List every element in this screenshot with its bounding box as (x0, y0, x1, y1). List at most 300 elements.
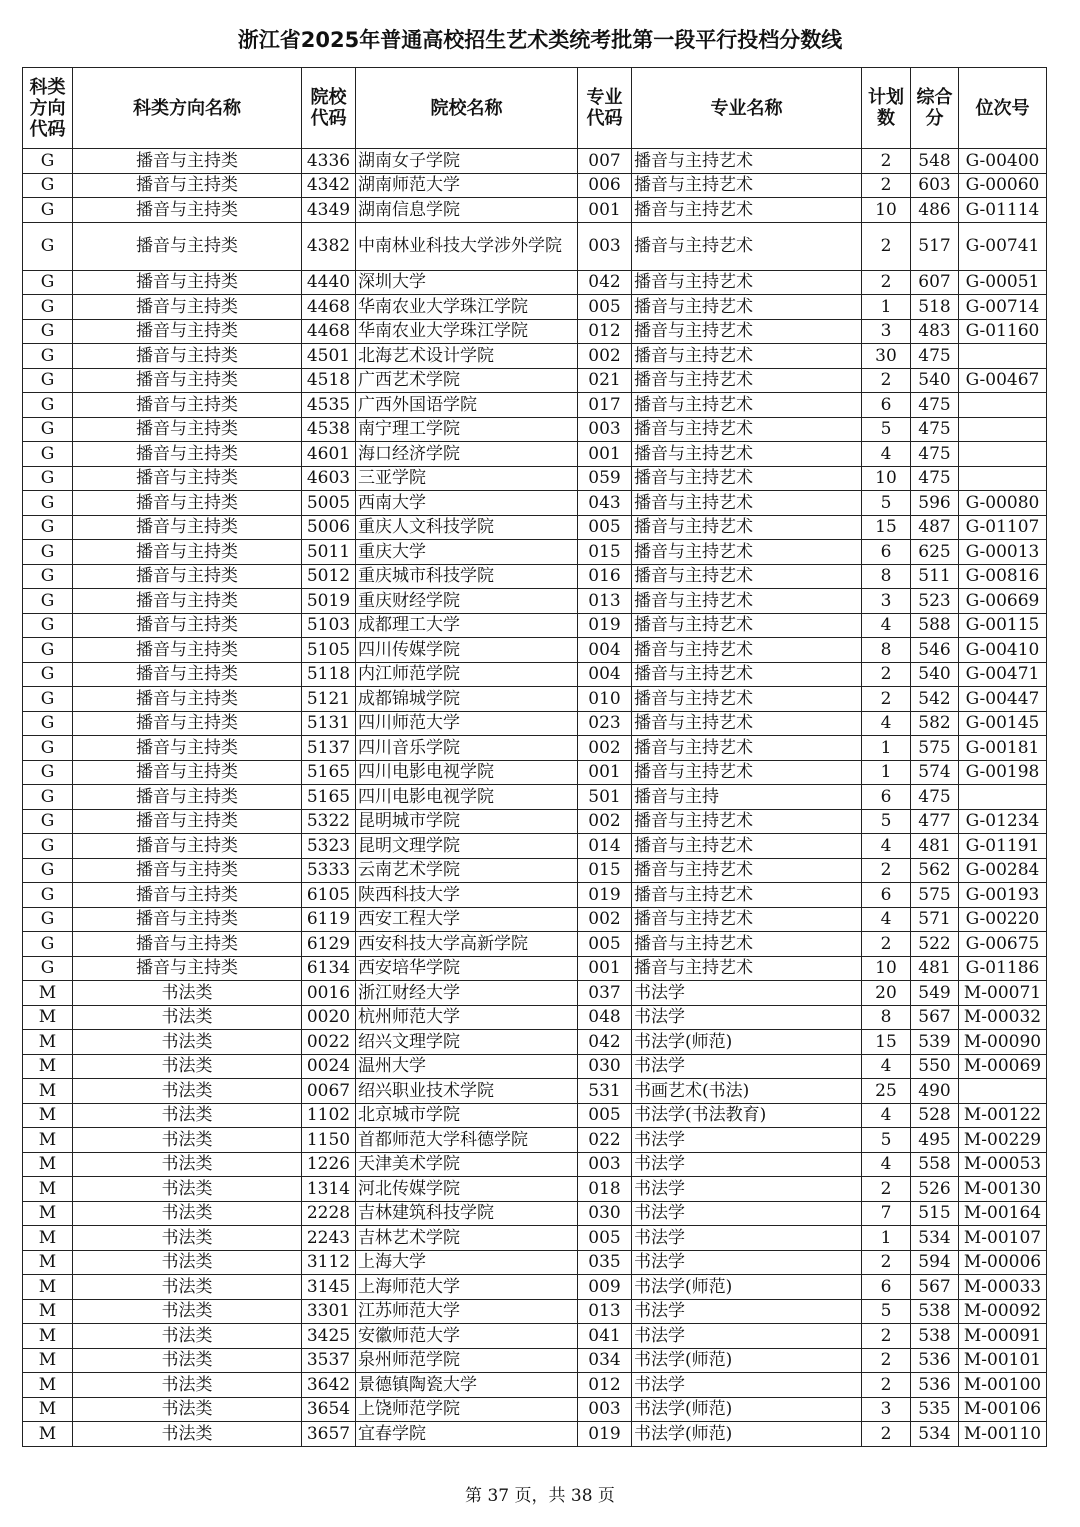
major-code-cell: 005 (578, 295, 632, 320)
major-code-cell: 013 (578, 1299, 632, 1324)
table-row (23, 589, 1047, 614)
plan-cell: 2 (862, 662, 911, 687)
rank-cell: G-00060 (959, 173, 1047, 198)
school-code-cell: 4382 (302, 222, 356, 270)
cat-code-cell: G (23, 662, 73, 687)
major-name-cell: 书法学(书法教育) (632, 1103, 862, 1128)
school-name-cell: 西南大学 (356, 491, 578, 516)
cat-code-cell: M (23, 1054, 73, 1079)
school-name-cell: 首都师范大学科德学院 (356, 1128, 578, 1153)
rank-cell: M-00101 (959, 1348, 1047, 1373)
table-row (23, 834, 1047, 859)
plan-cell: 2 (862, 1373, 911, 1398)
cat-name-cell: 书法类 (73, 1373, 302, 1398)
rank-cell: G-00447 (959, 687, 1047, 712)
major-code-cell: 004 (578, 638, 632, 663)
major-code-cell: 003 (578, 417, 632, 442)
page-title: 浙江省2025年普通高校招生艺术类统考批第一段平行投档分数线 (237, 28, 843, 52)
rank-cell (959, 442, 1047, 467)
major-code-cell: 019 (578, 883, 632, 908)
table-row (23, 1275, 1047, 1300)
rank-cell: G-00675 (959, 932, 1047, 957)
major-name-cell: 播音与主持艺术 (632, 222, 862, 270)
cat-name-cell: 播音与主持类 (73, 222, 302, 270)
major-code-cell: 009 (578, 1275, 632, 1300)
school-code-cell: 5131 (302, 711, 356, 736)
major-code-cell: 001 (578, 198, 632, 223)
school-name-cell: 浙江财经大学 (356, 981, 578, 1006)
score-table (22, 67, 1047, 1447)
plan-cell: 6 (862, 1275, 911, 1300)
school-name-cell: 西安工程大学 (356, 907, 578, 932)
school-code-cell: 4501 (302, 344, 356, 369)
rank-cell: M-00229 (959, 1128, 1047, 1153)
plan-cell: 3 (862, 319, 911, 344)
cat-code-cell: M (23, 1324, 73, 1349)
score-cell: 625 (911, 540, 959, 565)
major-code-cell: 023 (578, 711, 632, 736)
school-name-cell: 上海大学 (356, 1250, 578, 1275)
score-cell: 481 (911, 834, 959, 859)
major-code-cell: 002 (578, 344, 632, 369)
plan-cell: 4 (862, 1103, 911, 1128)
major-name-cell: 播音与主持 (632, 785, 862, 810)
major-name-cell: 书法学 (632, 1250, 862, 1275)
major-name-cell: 播音与主持艺术 (632, 662, 862, 687)
plan-cell: 4 (862, 442, 911, 467)
school-name-cell: 吉林艺术学院 (356, 1226, 578, 1251)
school-name-cell: 景德镇陶瓷大学 (356, 1373, 578, 1398)
header-plan: 计划数 (862, 68, 911, 149)
cat-code-cell: M (23, 1177, 73, 1202)
school-code-cell: 5322 (302, 809, 356, 834)
score-cell: 487 (911, 515, 959, 540)
school-name-cell: 华南农业大学珠江学院 (356, 319, 578, 344)
score-cell: 596 (911, 491, 959, 516)
cat-code-cell: G (23, 809, 73, 834)
major-code-cell: 003 (578, 1397, 632, 1422)
table-row (23, 1030, 1047, 1055)
plan-cell: 6 (862, 393, 911, 418)
major-name-cell: 书法学(师范) (632, 1422, 862, 1447)
rank-cell: G-00410 (959, 638, 1047, 663)
cat-name-cell: 书法类 (73, 1324, 302, 1349)
plan-cell: 1 (862, 1226, 911, 1251)
cat-code-cell: G (23, 295, 73, 320)
rank-cell: M-00130 (959, 1177, 1047, 1202)
table-row (23, 1422, 1047, 1447)
cat-name-cell: 书法类 (73, 1005, 302, 1030)
rank-cell: G-01160 (959, 319, 1047, 344)
major-code-cell: 001 (578, 956, 632, 981)
school-name-cell: 上饶师范学院 (356, 1397, 578, 1422)
score-cell: 540 (911, 368, 959, 393)
cat-code-cell: G (23, 589, 73, 614)
school-code-cell: 5118 (302, 662, 356, 687)
rank-cell: G-00181 (959, 736, 1047, 761)
cat-code-cell: G (23, 442, 73, 467)
rank-cell: G-00198 (959, 760, 1047, 785)
major-name-cell: 播音与主持艺术 (632, 344, 862, 369)
major-name-cell: 播音与主持艺术 (632, 491, 862, 516)
plan-cell: 2 (862, 932, 911, 957)
school-name-cell: 四川电影电视学院 (356, 760, 578, 785)
major-code-cell: 003 (578, 222, 632, 270)
major-name-cell: 书画艺术(书法) (632, 1079, 862, 1104)
cat-name-cell: 播音与主持类 (73, 393, 302, 418)
school-name-cell: 四川音乐学院 (356, 736, 578, 761)
plan-cell: 2 (862, 270, 911, 295)
header-school-name: 院校名称 (356, 68, 578, 149)
rank-cell: G-01191 (959, 834, 1047, 859)
score-cell: 475 (911, 417, 959, 442)
header-major-name: 专业名称 (632, 68, 862, 149)
school-name-cell: 成都锦城学院 (356, 687, 578, 712)
score-cell: 571 (911, 907, 959, 932)
cat-code-cell: M (23, 1226, 73, 1251)
rank-cell (959, 1079, 1047, 1104)
major-name-cell: 播音与主持艺术 (632, 417, 862, 442)
school-code-cell: 5165 (302, 760, 356, 785)
plan-cell: 8 (862, 638, 911, 663)
school-name-cell: 上海师范大学 (356, 1275, 578, 1300)
major-code-cell: 002 (578, 809, 632, 834)
major-name-cell: 书法学 (632, 1299, 862, 1324)
score-cell: 526 (911, 1177, 959, 1202)
school-name-cell: 广西外国语学院 (356, 393, 578, 418)
school-name-cell: 湖南信息学院 (356, 198, 578, 223)
rank-cell: M-00033 (959, 1275, 1047, 1300)
score-cell: 540 (911, 662, 959, 687)
school-code-cell: 5103 (302, 613, 356, 638)
major-name-cell: 书法学 (632, 981, 862, 1006)
school-code-cell: 3654 (302, 1397, 356, 1422)
school-code-cell: 4603 (302, 466, 356, 491)
table-row (23, 785, 1047, 810)
rank-cell: M-00006 (959, 1250, 1047, 1275)
table-row (23, 198, 1047, 223)
school-code-cell: 5333 (302, 858, 356, 883)
school-code-cell: 0016 (302, 981, 356, 1006)
major-code-cell: 001 (578, 442, 632, 467)
school-code-cell: 1314 (302, 1177, 356, 1202)
major-name-cell: 书法学(师范) (632, 1397, 862, 1422)
cat-code-cell: M (23, 1103, 73, 1128)
rank-cell: M-00164 (959, 1201, 1047, 1226)
school-code-cell: 0022 (302, 1030, 356, 1055)
major-name-cell: 播音与主持艺术 (632, 760, 862, 785)
cat-name-cell: 书法类 (73, 981, 302, 1006)
cat-name-cell: 播音与主持类 (73, 515, 302, 540)
rank-cell: M-00110 (959, 1422, 1047, 1447)
score-cell: 477 (911, 809, 959, 834)
table-row (23, 1103, 1047, 1128)
major-code-cell: 048 (578, 1005, 632, 1030)
table-row (23, 393, 1047, 418)
major-name-cell: 播音与主持艺术 (632, 319, 862, 344)
cat-name-cell: 书法类 (73, 1201, 302, 1226)
major-code-cell: 012 (578, 319, 632, 344)
school-name-cell: 中南林业科技大学涉外学院 (356, 222, 578, 270)
cat-code-cell: M (23, 1275, 73, 1300)
school-code-cell: 6119 (302, 907, 356, 932)
school-code-cell: 0024 (302, 1054, 356, 1079)
cat-name-cell: 播音与主持类 (73, 319, 302, 344)
cat-code-cell: M (23, 1030, 73, 1055)
major-code-cell: 004 (578, 662, 632, 687)
plan-cell: 1 (862, 736, 911, 761)
plan-cell: 10 (862, 466, 911, 491)
major-name-cell: 播音与主持艺术 (632, 858, 862, 883)
header-major-code: 专业代码 (578, 68, 632, 149)
cat-name-cell: 书法类 (73, 1128, 302, 1153)
table-row (23, 442, 1047, 467)
cat-name-cell: 播音与主持类 (73, 295, 302, 320)
school-name-cell: 南宁理工学院 (356, 417, 578, 442)
school-name-cell: 绍兴文理学院 (356, 1030, 578, 1055)
cat-name-cell: 播音与主持类 (73, 466, 302, 491)
table-row (23, 981, 1047, 1006)
score-cell: 567 (911, 1275, 959, 1300)
cat-code-cell: G (23, 319, 73, 344)
cat-name-cell: 播音与主持类 (73, 442, 302, 467)
plan-cell: 2 (862, 222, 911, 270)
cat-code-cell: G (23, 760, 73, 785)
rank-cell: G-00220 (959, 907, 1047, 932)
table-row (23, 1348, 1047, 1373)
cat-code-cell: G (23, 270, 73, 295)
rank-cell: G-00145 (959, 711, 1047, 736)
major-code-cell: 019 (578, 613, 632, 638)
score-cell: 550 (911, 1054, 959, 1079)
table-row (23, 687, 1047, 712)
school-name-cell: 西安培华学院 (356, 956, 578, 981)
cat-name-cell: 播音与主持类 (73, 809, 302, 834)
school-name-cell: 北京城市学院 (356, 1103, 578, 1128)
plan-cell: 8 (862, 564, 911, 589)
cat-name-cell: 播音与主持类 (73, 344, 302, 369)
cat-name-cell: 书法类 (73, 1422, 302, 1447)
cat-code-cell: G (23, 417, 73, 442)
cat-code-cell: G (23, 173, 73, 198)
major-code-cell: 002 (578, 907, 632, 932)
major-code-cell: 043 (578, 491, 632, 516)
cat-name-cell: 书法类 (73, 1275, 302, 1300)
major-name-cell: 书法学 (632, 1152, 862, 1177)
rank-cell: G-00013 (959, 540, 1047, 565)
plan-cell: 2 (862, 1422, 911, 1447)
school-code-cell: 5006 (302, 515, 356, 540)
score-cell: 483 (911, 319, 959, 344)
school-code-cell: 4440 (302, 270, 356, 295)
plan-cell: 6 (862, 785, 911, 810)
major-name-cell: 播音与主持艺术 (632, 564, 862, 589)
plan-cell: 30 (862, 344, 911, 369)
cat-code-cell: M (23, 1397, 73, 1422)
major-code-cell: 037 (578, 981, 632, 1006)
major-name-cell: 播音与主持艺术 (632, 883, 862, 908)
rank-cell: M-00092 (959, 1299, 1047, 1324)
major-code-cell: 041 (578, 1324, 632, 1349)
school-code-cell: 5011 (302, 540, 356, 565)
major-code-cell: 005 (578, 1226, 632, 1251)
major-name-cell: 播音与主持艺术 (632, 736, 862, 761)
major-name-cell: 播音与主持艺术 (632, 809, 862, 834)
table-row (23, 1250, 1047, 1275)
cat-code-cell: G (23, 638, 73, 663)
major-code-cell: 531 (578, 1079, 632, 1104)
cat-code-cell: G (23, 515, 73, 540)
plan-cell: 3 (862, 1397, 911, 1422)
rank-cell (959, 417, 1047, 442)
cat-name-cell: 播音与主持类 (73, 564, 302, 589)
school-code-cell: 4336 (302, 149, 356, 174)
cat-name-cell: 书法类 (73, 1299, 302, 1324)
table-row (23, 638, 1047, 663)
rank-cell: M-00069 (959, 1054, 1047, 1079)
cat-name-cell: 书法类 (73, 1103, 302, 1128)
major-code-cell: 021 (578, 368, 632, 393)
school-name-cell: 昆明文理学院 (356, 834, 578, 859)
major-code-cell: 015 (578, 858, 632, 883)
cat-name-cell: 播音与主持类 (73, 858, 302, 883)
plan-cell: 8 (862, 1005, 911, 1030)
cat-code-cell: G (23, 368, 73, 393)
table-row (23, 222, 1047, 270)
school-code-cell: 0020 (302, 1005, 356, 1030)
major-code-cell: 019 (578, 1422, 632, 1447)
plan-cell: 2 (862, 858, 911, 883)
score-cell: 546 (911, 638, 959, 663)
table-row (23, 1152, 1047, 1177)
cat-code-cell: M (23, 1373, 73, 1398)
school-code-cell: 3145 (302, 1275, 356, 1300)
school-name-cell: 成都理工大学 (356, 613, 578, 638)
table-row (23, 883, 1047, 908)
table-row (23, 613, 1047, 638)
cat-code-cell: M (23, 1079, 73, 1104)
table-body (23, 149, 1047, 1447)
score-cell: 475 (911, 344, 959, 369)
cat-name-cell: 播音与主持类 (73, 760, 302, 785)
cat-name-cell: 播音与主持类 (73, 540, 302, 565)
rank-cell: M-00091 (959, 1324, 1047, 1349)
rank-cell: G-00284 (959, 858, 1047, 883)
score-cell: 515 (911, 1201, 959, 1226)
rank-cell: M-00106 (959, 1397, 1047, 1422)
major-name-cell: 播音与主持艺术 (632, 540, 862, 565)
school-name-cell: 西安科技大学高新学院 (356, 932, 578, 957)
cat-code-cell: M (23, 1005, 73, 1030)
school-code-cell: 2228 (302, 1201, 356, 1226)
major-name-cell: 播音与主持艺术 (632, 956, 862, 981)
plan-cell: 5 (862, 809, 911, 834)
table-row (23, 564, 1047, 589)
table-row (23, 1299, 1047, 1324)
table-row (23, 466, 1047, 491)
table-row (23, 1005, 1047, 1030)
score-cell: 536 (911, 1348, 959, 1373)
rank-cell (959, 785, 1047, 810)
table-row (23, 1079, 1047, 1104)
school-name-cell: 吉林建筑科技学院 (356, 1201, 578, 1226)
cat-code-cell: G (23, 687, 73, 712)
plan-cell: 2 (862, 687, 911, 712)
cat-name-cell: 播音与主持类 (73, 907, 302, 932)
school-code-cell: 3425 (302, 1324, 356, 1349)
cat-code-cell: G (23, 198, 73, 223)
major-name-cell: 播音与主持艺术 (632, 638, 862, 663)
plan-cell: 2 (862, 1177, 911, 1202)
major-name-cell: 播音与主持艺术 (632, 589, 862, 614)
table-row (23, 858, 1047, 883)
score-cell: 475 (911, 785, 959, 810)
header-score: 综合分 (911, 68, 959, 149)
rank-cell: G-00669 (959, 589, 1047, 614)
cat-code-cell: G (23, 564, 73, 589)
school-name-cell: 陕西科技大学 (356, 883, 578, 908)
school-code-cell: 4518 (302, 368, 356, 393)
cat-name-cell: 书法类 (73, 1152, 302, 1177)
school-name-cell: 北海艺术设计学院 (356, 344, 578, 369)
cat-name-cell: 播音与主持类 (73, 883, 302, 908)
score-cell: 594 (911, 1250, 959, 1275)
table-row (23, 1226, 1047, 1251)
score-cell: 536 (911, 1373, 959, 1398)
school-code-cell: 5323 (302, 834, 356, 859)
major-code-cell: 034 (578, 1348, 632, 1373)
major-name-cell: 书法学 (632, 1324, 862, 1349)
cat-code-cell: G (23, 907, 73, 932)
cat-name-cell: 书法类 (73, 1250, 302, 1275)
plan-cell: 5 (862, 417, 911, 442)
cat-code-cell: G (23, 344, 73, 369)
score-cell: 495 (911, 1128, 959, 1153)
school-code-cell: 6129 (302, 932, 356, 957)
school-name-cell: 重庆财经学院 (356, 589, 578, 614)
school-code-cell: 6134 (302, 956, 356, 981)
major-name-cell: 播音与主持艺术 (632, 466, 862, 491)
table-row (23, 932, 1047, 957)
major-name-cell: 书法学(师范) (632, 1275, 862, 1300)
rank-cell: M-00090 (959, 1030, 1047, 1055)
plan-cell: 2 (862, 149, 911, 174)
major-name-cell: 播音与主持艺术 (632, 173, 862, 198)
score-cell: 534 (911, 1422, 959, 1447)
major-name-cell: 播音与主持艺术 (632, 907, 862, 932)
rank-cell: G-00471 (959, 662, 1047, 687)
table-row (23, 907, 1047, 932)
cat-name-cell: 书法类 (73, 1226, 302, 1251)
school-code-cell: 6105 (302, 883, 356, 908)
school-name-cell: 海口经济学院 (356, 442, 578, 467)
cat-name-cell: 播音与主持类 (73, 198, 302, 223)
major-name-cell: 播音与主持艺术 (632, 834, 862, 859)
school-code-cell: 0067 (302, 1079, 356, 1104)
major-name-cell: 书法学(师范) (632, 1030, 862, 1055)
plan-cell: 15 (862, 515, 911, 540)
school-code-cell: 4535 (302, 393, 356, 418)
plan-cell: 4 (862, 1152, 911, 1177)
major-name-cell: 播音与主持艺术 (632, 932, 862, 957)
rank-cell (959, 393, 1047, 418)
rank-cell (959, 466, 1047, 491)
school-name-cell: 宜春学院 (356, 1422, 578, 1447)
school-code-cell: 3657 (302, 1422, 356, 1447)
major-code-cell: 005 (578, 1103, 632, 1128)
cat-code-cell: G (23, 858, 73, 883)
score-cell: 534 (911, 1226, 959, 1251)
